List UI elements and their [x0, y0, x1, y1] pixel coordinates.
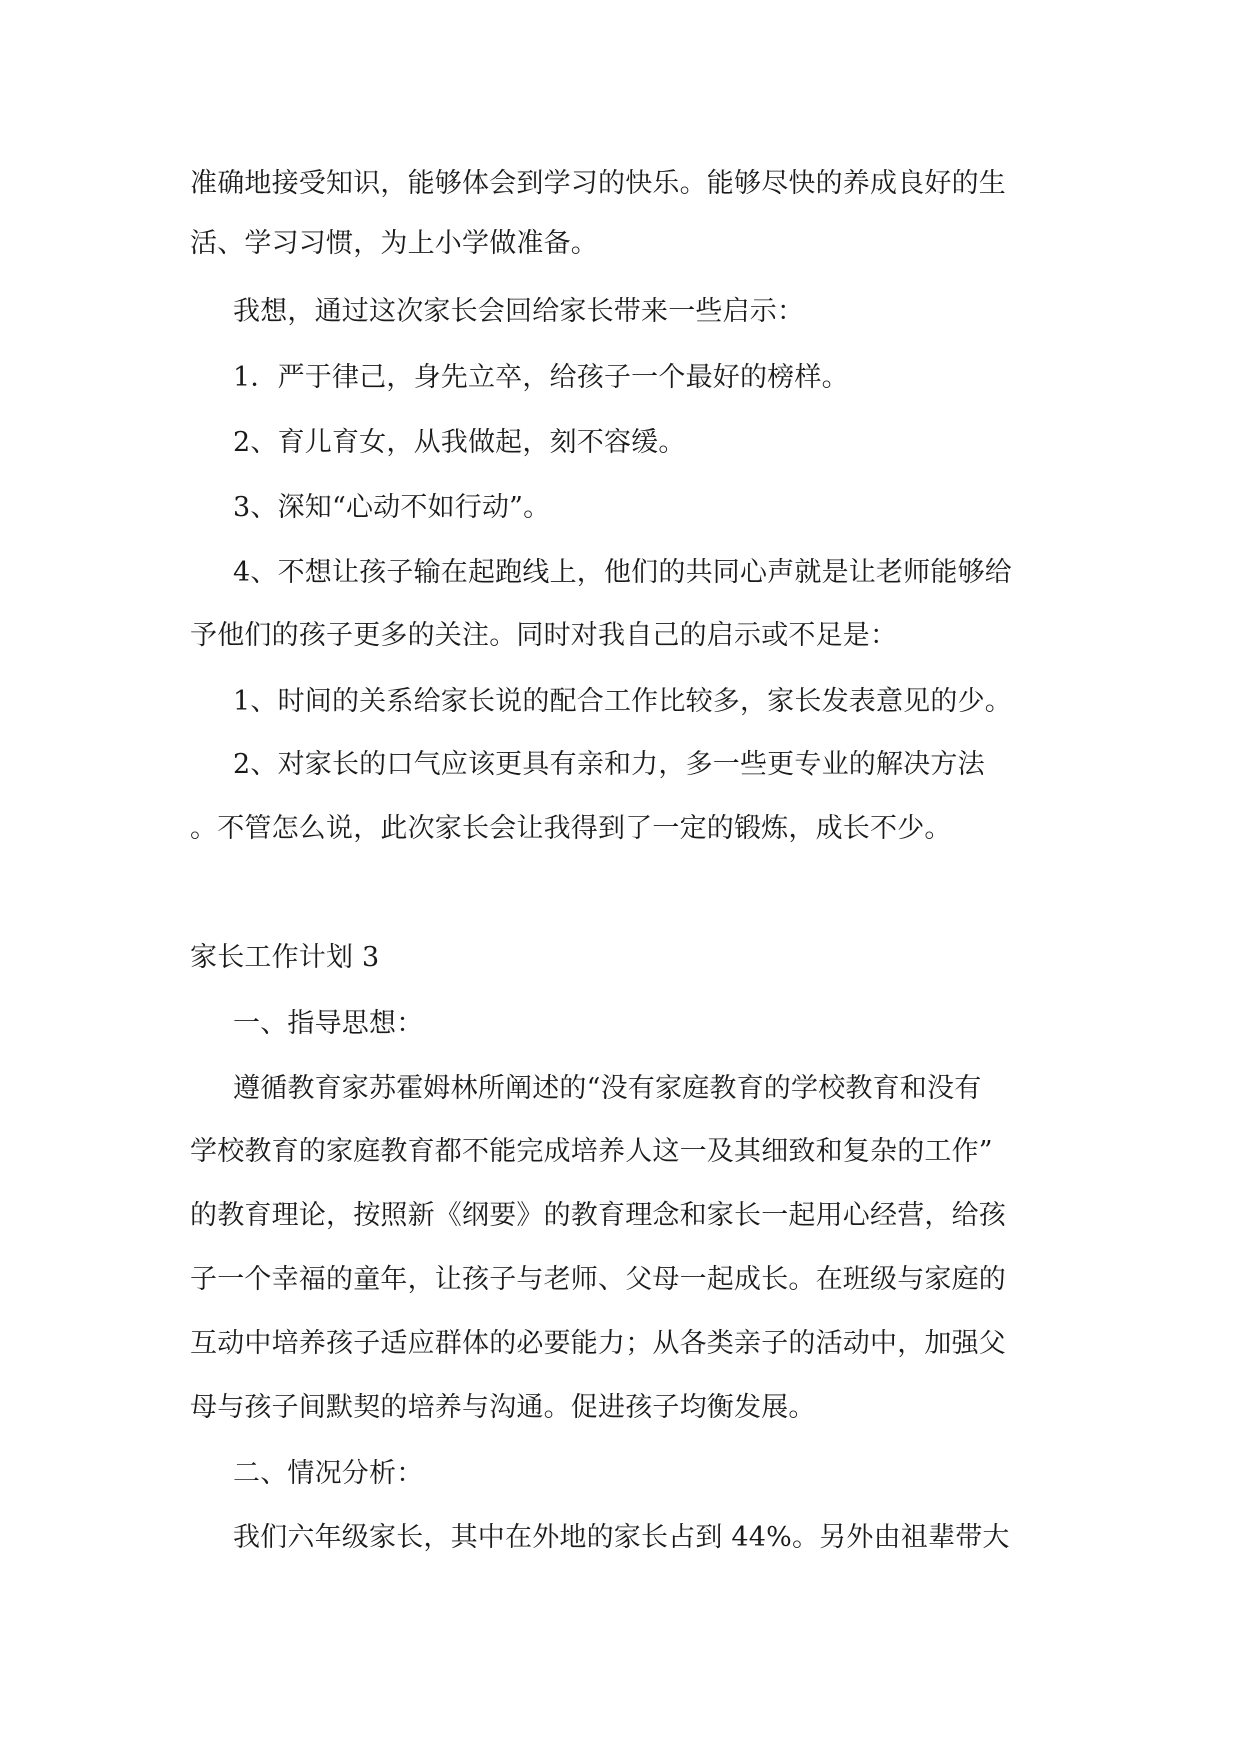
list-item: 2、对家长的口气应该更具有亲和力，多一些更专业的解决方法	[233, 749, 985, 780]
paragraph-line: 互动中培养孩子适应群体的必要能力；从各类亲子的活动中，加强父	[190, 1328, 1006, 1359]
paragraph-line: 的教育理论，按照新《纲要》的教育理念和家长一起用心经营，给孩	[190, 1200, 1006, 1231]
list-item: 4、不想让孩子输在起跑线上，他们的共同心声就是让老师能够给	[233, 557, 1012, 588]
paragraph-line: 准确地接受知识，能够体会到学习的快乐。能够尽快的养成良好的生	[190, 168, 1006, 199]
section-heading: 二、情况分析：	[233, 1458, 424, 1489]
paragraph-line: 活、学习习惯，为上小学做准备。	[190, 228, 598, 259]
paragraph-line: 子一个幸福的童年，让孩子与老师、父母一起成长。在班级与家庭的	[190, 1264, 1006, 1295]
section-heading: 一、指导思想：	[233, 1008, 424, 1039]
paragraph-line: 学校教育的家庭教育都不能完成培养人这一及其细致和复杂的工作”	[190, 1136, 993, 1167]
paragraph-line: 我们六年级家长，其中在外地的家长占到 44%。另外由祖辈带大	[233, 1522, 1010, 1553]
paragraph-line: 母与孩子间默契的培养与沟通。促进孩子均衡发展。	[190, 1392, 816, 1423]
paragraph-line: 遵循教育家苏霍姆林所阐述的“没有家庭教育的学校教育和没有	[233, 1073, 982, 1104]
list-item: 1、时间的关系给家长说的配合工作比较多，家长发表意见的少。	[233, 686, 1012, 717]
paragraph-line: 予他们的孩子更多的关注。同时对我自己的启示或不足是：	[190, 620, 898, 651]
paragraph-line: 我想，通过这次家长会回给家长带来一些启示：	[233, 296, 805, 327]
paragraph-line: 。不管怎么说，此次家长会让我得到了一定的锻炼，成长不少。	[190, 813, 952, 844]
list-item: 2、育儿育女，从我做起，刻不容缓。	[233, 427, 686, 458]
list-item: 3、深知“心动不如行动”。	[233, 492, 551, 523]
list-item: 1．严于律己，身先立卒，给孩子一个最好的榜样。	[233, 362, 849, 393]
section-title: 家长工作计划 3	[190, 942, 380, 973]
